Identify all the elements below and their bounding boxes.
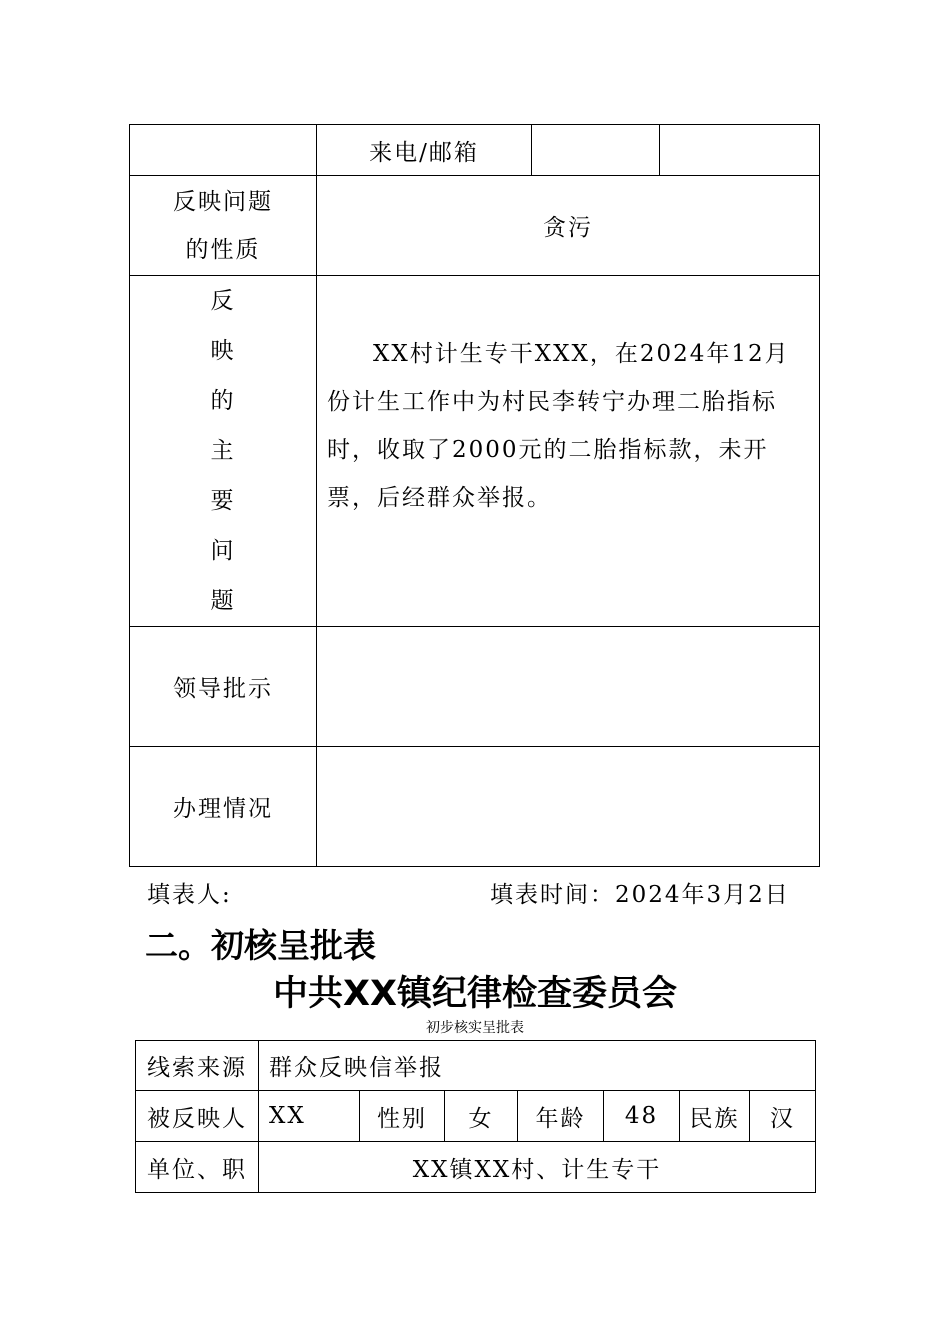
unit-value: XX镇XX村、计生专干 [259,1142,816,1193]
filler-label: 填表人: [147,882,232,908]
handling-label: 办理情况 [130,747,317,867]
org-title: 中共XX镇纪律检查委员会 [273,974,677,1014]
section-title: 二。初核呈批表 [145,926,376,965]
main-issue-label-char: 主 [210,438,236,464]
source-label: 线索来源 [136,1041,259,1091]
person-label: 被反映人 [136,1091,259,1142]
handling-value [317,747,820,867]
gender-label: 性别 [360,1091,445,1142]
contact-row [130,125,820,176]
unit-label: 单位、职 [136,1142,259,1193]
leader-value [317,627,820,747]
gender-value: 女 [445,1091,518,1142]
contact-extra-cell-2 [660,125,820,176]
preliminary-verification-table [135,1040,816,1193]
source-row [136,1041,816,1091]
main-issue-label-char: 要 [210,488,236,514]
ethnic-value: 汉 [750,1091,816,1142]
age-label: 年龄 [518,1091,604,1142]
contact-extra-cell-1 [532,125,660,176]
main-issue-row [130,276,820,627]
main-issue-label-char: 映 [210,338,236,364]
ethnic-label: 民族 [680,1091,750,1142]
main-issue-label-char: 的 [210,388,236,414]
complaint-registration-table [129,124,820,867]
nature-label-line2: 的性质 [185,236,261,263]
leader-row [130,627,820,747]
main-issue-label-char: 反 [210,288,236,314]
person-row [136,1091,816,1142]
leader-label: 领导批示 [130,627,317,747]
main-issue-content-cell [317,276,820,627]
nature-label [130,176,317,276]
nature-label-line1: 反映问题 [173,188,273,215]
main-issue-label-char: 问 [210,538,236,564]
main-issue-content: XX村计生专干XXX，在2024年12月份计生工作中为村民李转宁办理二胎指标时，收取了2000元的二胎指标款，未开票，后经群众举报。 [327,341,790,511]
unit-row [136,1142,816,1193]
handling-row [130,747,820,867]
source-value: 群众反映信举报 [259,1041,816,1091]
nature-row [130,176,820,276]
contact-method-cell: 来电/邮箱 [317,125,532,176]
fill-time: 填表时间：2024年3月2日 [490,882,790,908]
main-issue-label [130,276,317,627]
age-value: 48 [604,1091,680,1142]
nature-value: 贪污 [317,176,820,276]
contact-row-label [130,125,317,176]
person-value: XX [259,1091,360,1142]
main-issue-label-char: 题 [210,588,236,614]
form-subtitle: 初步核实呈批表 [426,1020,524,1036]
